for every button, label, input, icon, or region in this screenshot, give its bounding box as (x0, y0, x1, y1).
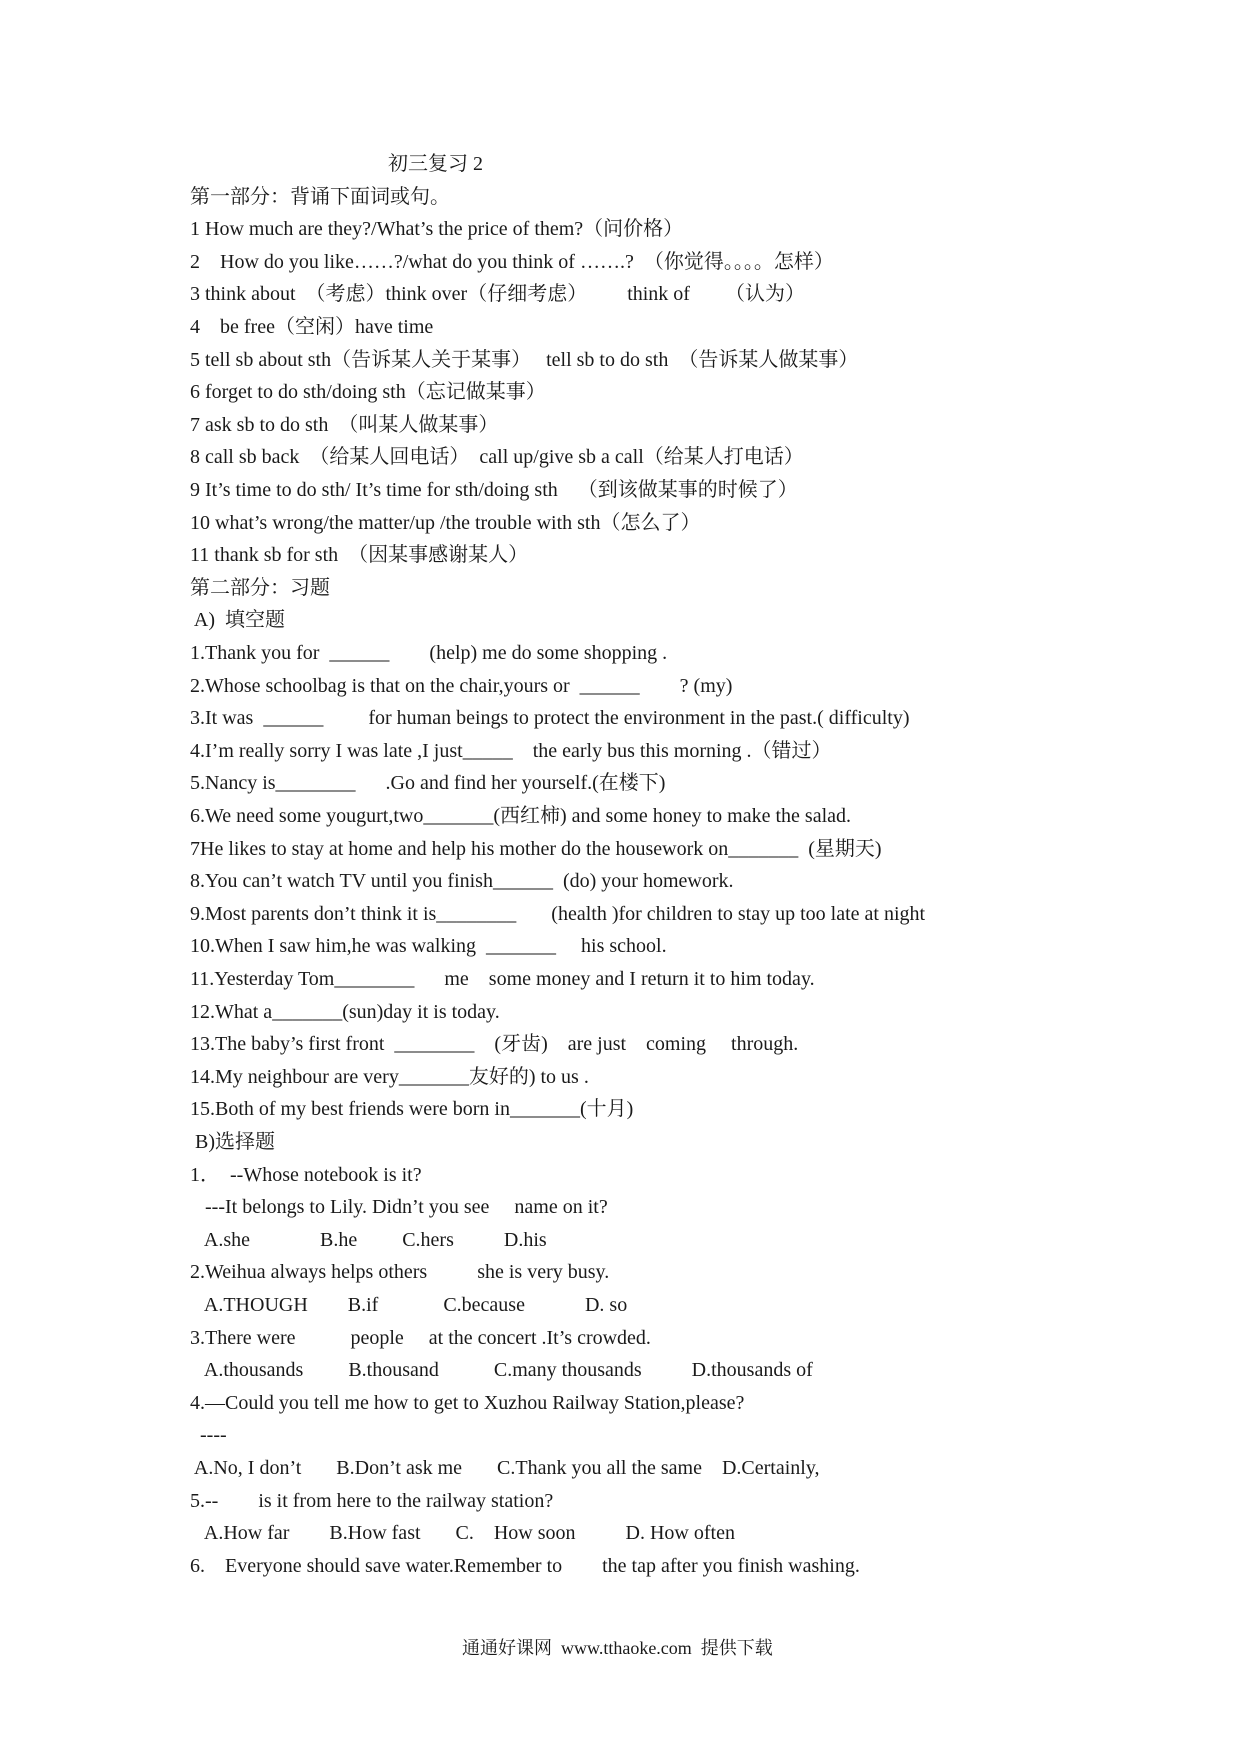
part1-item: 6 forget to do sth/doing sth（忘记做某事） (190, 381, 546, 403)
part1-item: 10 what’s wrong/the matter/up /the trouble with sth（怎么了） (190, 512, 701, 534)
choice-question: 3.There were people at the concert .It’s crowded. (190, 1327, 651, 1349)
fill-in-item: 7He likes to stay at home and help his mother do the housework on_______ (星期天) (190, 838, 882, 860)
fill-in-item: 1.Thank you for ______ (help) me do some shopping . (190, 642, 668, 664)
fill-in-item: 6.We need some yougurt,two_______(西红柿) and some honey to make the salad. (190, 805, 852, 827)
part1-item: 9 It’s time to do sth/ It’s time for sth/doing sth （到该做某事的时候了） (190, 479, 798, 501)
fill-in-item: 4.I’m really sorry I was late ,I just_____ the early bus this morning .（错过） (190, 740, 832, 762)
fill-in-item: 11.Yesterday Tom________ me some money and I return it to him today. (190, 968, 815, 990)
page-footer: 通通好课网 www.tthaoke.com 提供下载 (462, 1638, 773, 1658)
section-b-heading: B)选择题 (190, 1131, 275, 1153)
fill-in-item: 2.Whose schoolbag is that on the chair,yours or ______ ? (my) (190, 675, 733, 697)
choice-question: 2.Weihua always helps others she is very busy. (190, 1261, 610, 1283)
fill-in-item: 10.When I saw him,he was walking _______ his school. (190, 935, 667, 957)
part1-item: 2 How do you like……?/what do you think of …….? （你觉得。。。。怎样） (190, 251, 834, 273)
fill-in-item: 14.My neighbour are very_______友好的) to us . (190, 1066, 589, 1088)
fill-in-item: 13.The baby’s first front ________ (牙齿) are just coming through. (190, 1033, 799, 1055)
page-title: 初三复习 2 (388, 153, 483, 175)
part1-item: 7 ask sb to do sth （叫某人做某事） (190, 414, 499, 436)
fill-in-item: 5.Nancy is________ .Go and find her yourself.(在楼下) (190, 772, 666, 794)
part1-item: 4 be free（空闲）have time (190, 316, 434, 338)
part1-item: 3 think about （考虑）think over（仔细考虑） think of （认为） (190, 283, 805, 305)
choice-question: 4.—Could you tell me how to get to Xuzhou Railway Station,please? (190, 1392, 745, 1414)
fill-in-item: 3.It was ______ for human beings to protect the environment in the past.( difficulty) (190, 707, 910, 729)
choice-question: 1． --Whose notebook is it? (190, 1164, 422, 1186)
part1-item: 5 tell sb about sth（告诉某人关于某事） tell sb to do sth （告诉某人做某事） (190, 349, 859, 371)
choice-question-line: ---- (190, 1424, 227, 1446)
part1-item: 1 How much are they?/What’s the price of them?（问价格） (190, 218, 684, 240)
part1-item: 11 thank sb for sth （因某事感谢某人） (190, 544, 529, 566)
part2-heading: 第二部分：习题 (190, 577, 330, 599)
fill-in-item: 9.Most parents don’t think it is________ (health )for children to stay up too late at night (190, 903, 926, 925)
choice-question: 6. Everyone should save water.Remember to the tap after you finish washing. (190, 1555, 860, 1577)
choice-options: A.thousands B.thousand C.many thousands D.thousands of (190, 1359, 813, 1381)
part1-heading: 第一部分：背诵下面词或句。 (190, 186, 450, 208)
fill-in-item: 12.What a_______(sun)day it is today. (190, 1001, 500, 1023)
section-a-heading: A) 填空题 (190, 609, 285, 631)
choice-options: A.she B.he C.hers D.his (190, 1229, 547, 1251)
choice-options: A.How far B.How fast C. How soon D. How often (190, 1522, 735, 1544)
choice-question-line: ---It belongs to Lily. Didn’t you see name on it? (190, 1196, 608, 1218)
choice-question: 5.-- is it from here to the railway station? (190, 1490, 554, 1512)
choice-options: A.THOUGH B.if C.because D. so (190, 1294, 628, 1316)
choice-options: A.No, I don’t B.Don’t ask me C.Thank you all the same D.Certainly, (190, 1457, 820, 1479)
part1-item: 8 call sb back （给某人回电话） call up/give sb a call（给某人打电话） (190, 446, 804, 468)
fill-in-item: 8.You can’t watch TV until you finish______ (do) your homework. (190, 870, 734, 892)
fill-in-item: 15.Both of my best friends were born in_______(十月) (190, 1098, 634, 1120)
